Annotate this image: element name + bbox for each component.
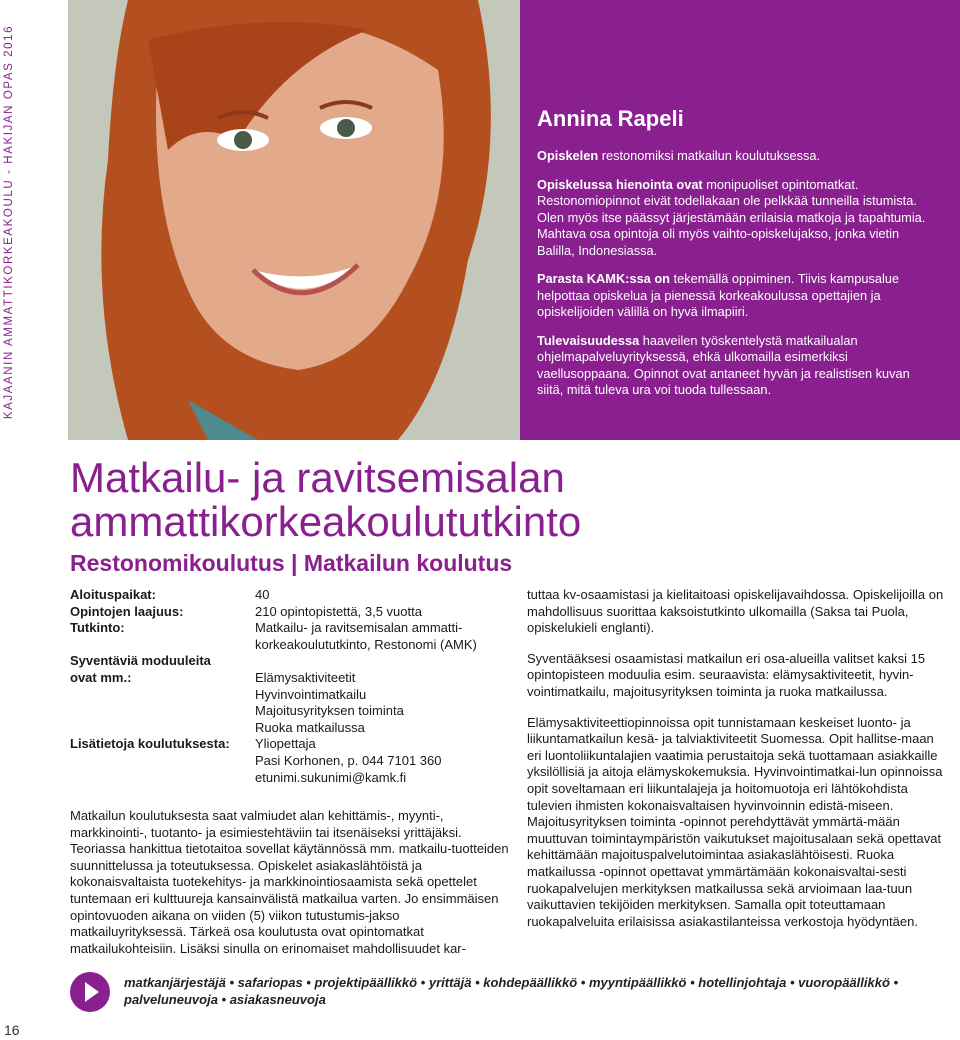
fact-value: 210 opintopistettä, 3,5 vuotta [255, 603, 422, 619]
paragraph-text: haaveilen työskentelystä matkailualan ohjelmapalveluyrityksessä, ehkä ulkomailla esimerkiksi vaellusoppaana. Opinnot ovat antaneet hyvän ja realistisen kuvan siitä, mitä tuleva ura voi tuoda tullessaan. [537, 332, 910, 397]
profile-name: Annina Rapeli [537, 106, 684, 131]
paragraph-text: tekemällä oppiminen. Tiivis kampusalue helpottaa opiskelua ja pienessä korkeakoulussa opettajien ja opiskelijoiden välillä on hyvä ilmapiiri. [537, 271, 900, 319]
right-paragraph: tuttaa kv-osaamistasi ja kielitaitoasi opiskelijavaihdossa. Opiskelijoilla on mahdollisuus suorittaa kaksoistutkinto ulkomailla (Saksa tai Puola, opiskelukieli englanti). [527, 587, 944, 636]
fact-row [70, 620, 510, 653]
paragraph-lead: Tulevaisuudessa [537, 332, 640, 348]
portrait-photo [68, 0, 520, 440]
paragraph-text: restonomiksi matkailun koulutuksessa. [598, 148, 821, 163]
portrait-illustration [68, 0, 520, 440]
program-description: Matkailun koulutuksesta saat valmiudet alan kehittämis-, myynti-, markkinointi-, tuotanto- ja esimiestehtäviin tai itsenäiseksi yrittäjäksi. Teoriassa hankittua tietotaitoa sovellat käytännössä mm. matkailu-tuotteiden suunnittelussa ja toteutuksessa. Opiskelet asiakaslähtöistä ja kokonaisvaltaista tuotekehitys- ja markkinointiosaamista sekä opettelet tuntemaan eri kulttuureja kansainvälistä matkailua varten. Jo ensimmäisen opintovuoden aikana on viiden (5) viikon tutustumis-jakso matkailuyrityksessä. Tärkeä osa koulutusta ovat opintomatkat matkailukohteisiin. Lisäksi sinulla on erinomaiset mahdollisuudet kar- [70, 808, 509, 956]
profile-paragraph [537, 177, 937, 260]
profile-paragraph [537, 271, 937, 321]
page-subtitle: Restonomikoulutus | Matkailun koulutus [70, 550, 513, 576]
profile-paragraph [537, 333, 937, 399]
facts-table [70, 587, 510, 786]
fact-row [70, 736, 510, 786]
fact-value: Matkailu- ja ravitsemisalan ammatti- korkeakoulututkinto, Restonomi (AMK) [255, 620, 477, 652]
fact-label: Syventäviä moduuleita ovat mm.: [70, 653, 211, 685]
fact-value: Yliopettaja Pasi Korhonen, p. 044 7101 360 etunimi.sukunimi@kamk.fi [255, 736, 442, 785]
fact-label: Lisätietoja koulutuksesta: [70, 736, 230, 752]
paragraph-lead: Parasta KAMK:ssa on [537, 271, 670, 286]
fact-row [70, 604, 510, 621]
play-arrow-icon [70, 972, 110, 1012]
career-list: matkanjärjestäjä • safariopas • projektipäällikkö • yrittäjä • kohdepäällikkö • myyntipäällikkö • hotellinjohtaja • vuoropäällikkö • palveluneuvoja • asiakasneuvoja [124, 975, 899, 1007]
fact-row [70, 653, 510, 736]
profile-paragraph [537, 148, 937, 165]
fact-value: Elämysaktiviteetit Hyvinvointimatkailu Majoitusyrityksen toiminta Ruoka matkailussa [255, 669, 404, 735]
fact-label: Tutkinto: [70, 620, 125, 636]
fact-label: Aloituspaikat: [70, 587, 156, 602]
paragraph-text: monipuoliset opintomatkat. Restonomiopinnot eivät todellakaan ole pelkkää tunneilla istumista. Olen myös itse päässyt järjestämään erilaisia matkoja ja tapahtumia. Mahtava osa opintoja oli myös vaihto-opiskelujakso, jonka vietin Balilla, Indonesiassa. [537, 176, 926, 258]
fact-label: Opintojen laajuus: [70, 603, 184, 619]
right-paragraph: Syventääksesi osaamistasi matkailun eri osa-alueilla valitset kaksi 15 opintopisteen moduulia esim. seuraavista: elämysaktiviteetit, hyvin-vointimatkailu, majoitusyrityksen toiminta ja ruoka matkailussa. [527, 650, 926, 699]
page-number: 16 [4, 1022, 20, 1038]
page-title: Matkailu- ja ravitsemisalan ammattikorkeakoulututkinto [70, 454, 582, 545]
paragraph-lead: Opiskelussa hienointa ovat [537, 176, 703, 192]
right-column [527, 587, 947, 944]
profile-text [537, 148, 937, 411]
paragraph-lead: Opiskelen [537, 148, 599, 163]
fact-value: 40 [255, 587, 270, 602]
fact-row [70, 587, 510, 604]
right-paragraph: Elämysaktiviteettiopinnoissa opit tunnistamaan keskeiset luonto- ja liikuntamatkailun kesä- ja talviaktiviteetit Suomessa. Opit hallitse-maan eri luontoliikuntalajien vaatimia perustaitoja sekä tuottamaan asiakkaille yksilöllisiä ja aitoja elämyskokemuksia. Hyvinvointimatkai-lun opinnoissa opit soveltamaan eri liikuntalajeja ja hoitomuotoja eri lähtökohdista tulevien ihmisten kokonaisvaltaisen hyvinvoinnin edistä-miseen. Majoitusyrityksen toiminta -opinnot perehdyttävät ymmärtä-mään muuttuvan toimintaympäristön vaikutukset majoitusalaan sekä opettavat kehittämään majoituspalvelutoimintaa asiakaslähtöisesti. Ruoka matkailussa -opinnot opettavat ymmärtämään kokonaisvaltai-sesti ruokapalvelujen merkityksen matkailussa sekä arvioimaan laa-tuun vaikuttavien tekijöiden merkityksen. Samalla opit toteuttamaan ruokapalveluita erilaisissa asiakastilanteissa verkostoja hyödyntäen. [527, 714, 943, 929]
side-label: KAJAANIN AMMATTIKORKEAKOULU - HAKIJAN OPAS 2016 [3, 24, 15, 420]
